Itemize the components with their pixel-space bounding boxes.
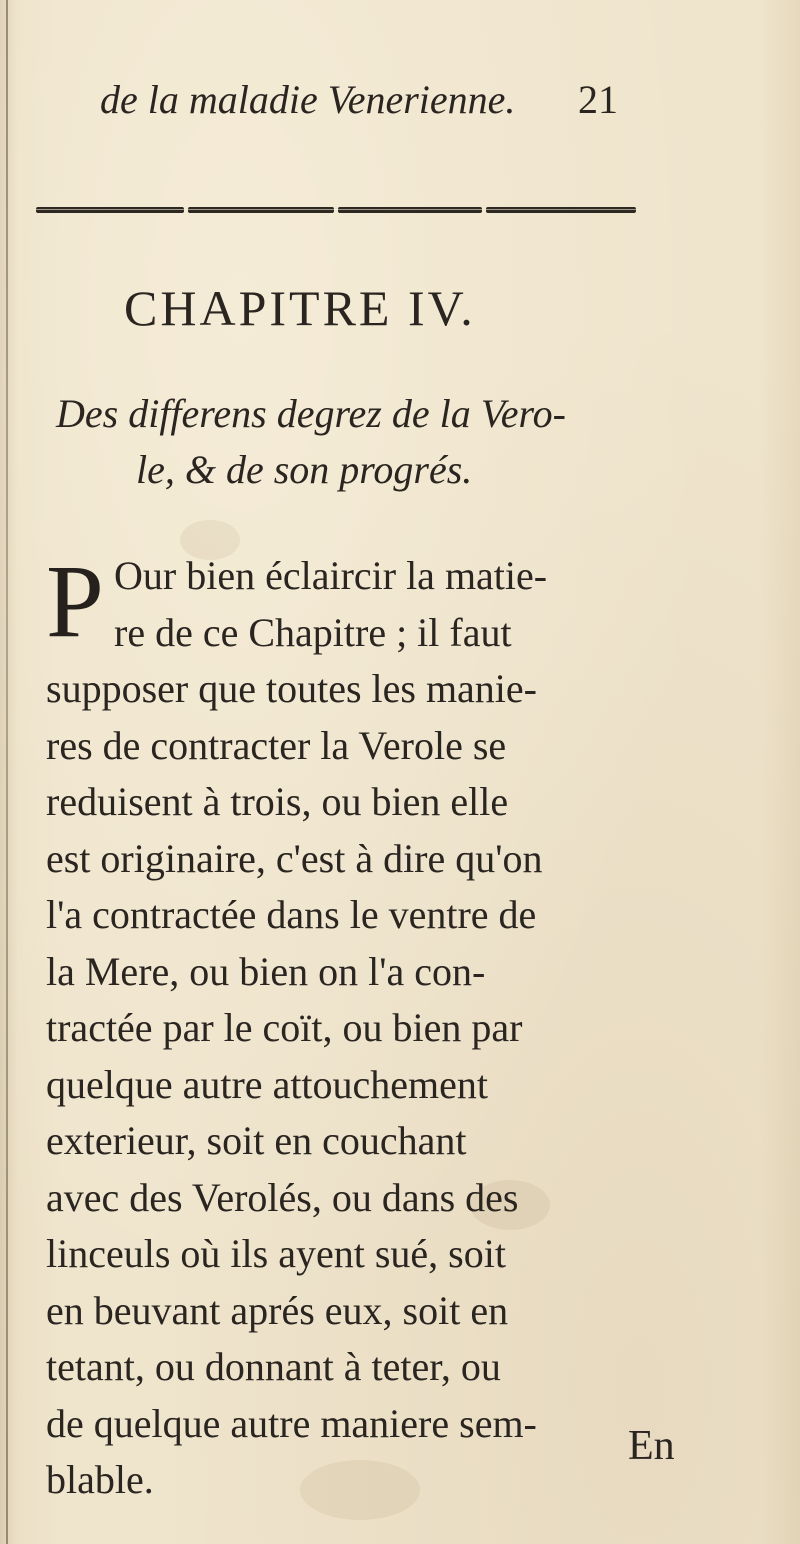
body-line: l'a contractée dans le ventre de: [46, 892, 537, 937]
drop-cap: P: [46, 544, 104, 659]
running-head-title: de la maladie Venerienne.: [100, 77, 516, 122]
catchword: En: [628, 1423, 675, 1469]
body-line: la Mere, ou bien on l'a con-: [46, 948, 486, 994]
chapter-subtitle: [56, 386, 676, 498]
body-line: blable.: [46, 1457, 154, 1502]
subtitle-line: Des differens degrez de la Vero-: [56, 391, 566, 436]
body-line: supposer que toutes les manie-: [46, 666, 537, 711]
running-head: [100, 72, 660, 132]
rule-segment: [486, 207, 636, 213]
chapter-heading: CHAPITRE IV.: [124, 280, 476, 336]
body-line: reduisent à trois, ou bien elle: [46, 779, 509, 824]
body-line: est originaire, c'est à dire qu'on: [46, 835, 543, 881]
rule-segment: [338, 207, 482, 213]
ornamental-rule: [36, 204, 636, 216]
body-line: tractée par le coït, ou bien par: [46, 1005, 523, 1050]
body-line: quelque autre attouchement: [46, 1061, 489, 1107]
body-line: Our bien éclaircir la matie-: [114, 553, 548, 598]
body-line: en beuvant aprés eux, soit en: [46, 1287, 509, 1333]
body-line: re de ce Chapitre ; il faut: [114, 609, 512, 655]
subtitle-line: le, & de son progrés.: [136, 447, 473, 492]
body-line: tetant, ou donnant à teter, ou: [46, 1344, 501, 1389]
rule-segment: [188, 207, 334, 213]
body-line: de quelque autre maniere sem-: [46, 1400, 537, 1446]
rule-segment: [36, 207, 184, 213]
body-line: res de contracter la Verole se: [46, 722, 507, 768]
page-number: 21: [578, 77, 618, 122]
body-line: exterieur, soit en couchant: [46, 1118, 467, 1163]
body-paragraph: [46, 544, 686, 1509]
binding-edge: [6, 0, 8, 1544]
body-line: avec des Verolés, ou dans des: [46, 1174, 519, 1220]
body-line: linceuls où ils ayent sué, soit: [46, 1231, 506, 1276]
